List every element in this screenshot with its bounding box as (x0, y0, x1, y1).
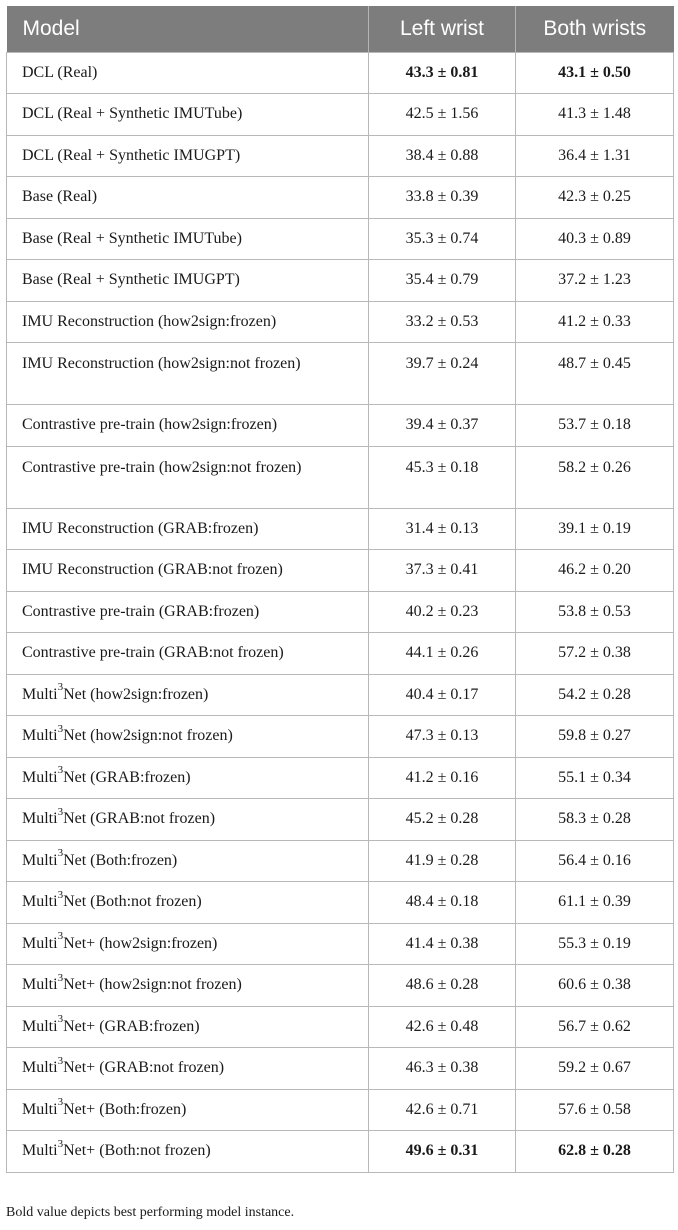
table-body (7, 52, 674, 1172)
model-name-cell (7, 965, 369, 1007)
model-name-superscript: 3 (57, 847, 64, 860)
both-wrists-value: 48.7 ± 0.45 (516, 343, 674, 405)
both-wrists-value: 36.4 ± 1.31 (516, 135, 674, 177)
model-name-text: Multi (22, 1100, 58, 1118)
model-name-suffix: Net+ (Both:not frozen) (63, 1142, 211, 1159)
table-footnote: Bold value depicts best performing model instance. (6, 1205, 295, 1220)
left-wrist-value: 31.4 ± 0.13 (369, 508, 516, 550)
both-wrists-value: 39.1 ± 0.19 (516, 508, 674, 550)
left-wrist-value: 48.6 ± 0.28 (369, 965, 516, 1007)
header-model: Model (7, 6, 369, 52)
model-name-cell (7, 1048, 369, 1090)
table-row (7, 218, 674, 260)
table-row (7, 591, 674, 633)
both-wrists-value: 58.3 ± 0.28 (516, 799, 674, 841)
model-name-suffix: Net+ (Both:frozen) (63, 1100, 187, 1118)
model-name-superscript: 3 (57, 930, 64, 943)
model-name-cell (7, 840, 369, 882)
model-name-cell (7, 1131, 369, 1173)
model-name-text: Multi (22, 851, 58, 869)
table-row (7, 135, 674, 177)
model-name-cell (7, 633, 369, 675)
table-row (7, 1006, 674, 1048)
model-name-cell (7, 218, 369, 260)
model-name-superscript: 3 (57, 1137, 64, 1150)
model-name-cell (7, 923, 369, 965)
model-name-text: Multi (22, 1059, 58, 1076)
both-wrists-value: 55.3 ± 0.19 (516, 923, 674, 965)
both-wrists-value: 60.6 ± 0.38 (516, 965, 674, 1007)
model-name-cell (7, 716, 369, 758)
left-wrist-value: 48.4 ± 0.18 (369, 882, 516, 924)
both-wrists-value: 43.1 ± 0.50 (516, 52, 674, 94)
both-wrists-value: 61.1 ± 0.39 (516, 882, 674, 924)
model-name-text: IMU Reconstruction (GRAB:frozen) (22, 519, 259, 537)
model-name-cell (7, 799, 369, 841)
table-row (7, 674, 674, 716)
table-row (7, 446, 674, 508)
model-name-suffix: Net (GRAB:not frozen) (63, 810, 216, 827)
model-name-cell (7, 1089, 369, 1131)
table-row (7, 550, 674, 592)
model-name-text: Contrastive pre-train (how2sign:frozen) (22, 416, 278, 433)
model-name-cell (7, 550, 369, 592)
model-name-cell (7, 260, 369, 302)
left-wrist-value: 45.3 ± 0.18 (369, 446, 516, 508)
left-wrist-value: 43.3 ± 0.81 (369, 52, 516, 94)
model-name-cell (7, 446, 369, 508)
left-wrist-value: 42.6 ± 0.48 (369, 1006, 516, 1048)
model-name-text: Base (Real) (22, 188, 98, 205)
both-wrists-value: 53.7 ± 0.18 (516, 405, 674, 447)
left-wrist-value: 41.2 ± 0.16 (369, 757, 516, 799)
table-row (7, 923, 674, 965)
model-name-text: IMU Reconstruction (GRAB:not frozen) (22, 561, 283, 578)
model-name-text: Base (Real + Synthetic IMUTube) (22, 229, 242, 247)
header-both-wrists: Both wrists (543, 16, 647, 40)
model-name-cell (7, 1006, 369, 1048)
model-name-text: Multi (22, 1017, 58, 1035)
model-name-cell (7, 177, 369, 219)
left-wrist-value: 40.2 ± 0.23 (369, 591, 516, 633)
model-name-suffix: Net (how2sign:frozen) (63, 685, 209, 703)
table-row (7, 1048, 674, 1090)
table-row (7, 508, 674, 550)
model-name-text: Contrastive pre-train (GRAB:frozen) (22, 602, 260, 620)
left-wrist-value: 41.9 ± 0.28 (369, 840, 516, 882)
model-name-suffix: Net+ (how2sign:frozen) (63, 934, 218, 952)
left-wrist-value: 44.1 ± 0.26 (369, 633, 516, 675)
model-name-suffix: Net+ (how2sign:not frozen) (63, 976, 242, 993)
both-wrists-value: 41.2 ± 0.33 (516, 301, 674, 343)
left-wrist-value: 45.2 ± 0.28 (369, 799, 516, 841)
model-name-suffix: Net (how2sign:not frozen) (63, 727, 233, 744)
model-name-superscript: 3 (57, 971, 64, 984)
model-name-cell (7, 52, 369, 94)
table-row (7, 716, 674, 758)
model-name-text: IMU Reconstruction (how2sign:not frozen) (22, 355, 301, 372)
table-row (7, 260, 674, 302)
both-wrists-value: 37.2 ± 1.23 (516, 260, 674, 302)
left-wrist-value: 39.7 ± 0.24 (369, 343, 516, 405)
model-name-suffix: Net+ (GRAB:frozen) (63, 1017, 200, 1035)
model-name-cell (7, 508, 369, 550)
model-name-text: Multi (22, 768, 58, 786)
model-name-text: Multi (22, 976, 58, 993)
left-wrist-value: 33.8 ± 0.39 (369, 177, 516, 219)
both-wrists-value: 42.3 ± 0.25 (516, 177, 674, 219)
model-name-text: Multi (22, 893, 58, 910)
model-name-superscript: 3 (57, 1054, 64, 1067)
model-name-suffix: Net (Both:frozen) (63, 851, 178, 869)
table-row (7, 94, 674, 136)
both-wrists-value: 62.8 ± 0.28 (516, 1131, 674, 1173)
model-name-cell (7, 591, 369, 633)
model-name-cell (7, 135, 369, 177)
model-name-suffix: Net+ (GRAB:not frozen) (63, 1059, 225, 1076)
model-name-text: Multi (22, 727, 58, 744)
left-wrist-value: 39.4 ± 0.37 (369, 405, 516, 447)
model-name-text: Base (Real + Synthetic IMUGPT) (22, 271, 240, 288)
table-row (7, 1089, 674, 1131)
model-name-text: DCL (Real) (22, 63, 98, 81)
model-name-cell (7, 674, 369, 716)
model-name-text: Contrastive pre-train (how2sign:not frozen) (22, 458, 302, 476)
left-wrist-value: 49.6 ± 0.31 (369, 1131, 516, 1173)
model-name-superscript: 3 (57, 1013, 64, 1026)
both-wrists-value: 46.2 ± 0.20 (516, 550, 674, 592)
table-row (7, 1131, 674, 1173)
results-table-container (6, 6, 673, 1173)
both-wrists-value: 59.8 ± 0.27 (516, 716, 674, 758)
model-name-text: DCL (Real + Synthetic IMUGPT) (22, 146, 241, 164)
model-name-cell (7, 405, 369, 447)
table-row (7, 882, 674, 924)
table-row (7, 405, 674, 447)
left-wrist-value: 46.3 ± 0.38 (369, 1048, 516, 1090)
header-left-wrist: Left wrist (369, 6, 516, 52)
both-wrists-value: 55.1 ± 0.34 (516, 757, 674, 799)
left-wrist-value: 33.2 ± 0.53 (369, 301, 516, 343)
both-wrists-value: 41.3 ± 1.48 (516, 94, 674, 136)
both-wrists-value: 54.2 ± 0.28 (516, 674, 674, 716)
model-name-text: Multi (22, 810, 58, 827)
both-wrists-value: 53.8 ± 0.53 (516, 591, 674, 633)
model-name-cell (7, 757, 369, 799)
both-wrists-value: 56.4 ± 0.16 (516, 840, 674, 882)
left-wrist-value: 38.4 ± 0.88 (369, 135, 516, 177)
results-table (6, 6, 674, 1173)
model-name-text: DCL (Real + Synthetic IMUTube) (22, 105, 243, 122)
both-wrists-value: 57.6 ± 0.58 (516, 1089, 674, 1131)
both-wrists-value: 57.2 ± 0.38 (516, 633, 674, 675)
model-name-superscript: 3 (57, 888, 64, 901)
header-row (7, 6, 674, 52)
table-row (7, 52, 674, 94)
model-name-superscript: 3 (57, 681, 64, 694)
left-wrist-value: 42.5 ± 1.56 (369, 94, 516, 136)
table-row (7, 177, 674, 219)
model-name-superscript: 3 (57, 805, 64, 818)
table-row (7, 965, 674, 1007)
table-row (7, 343, 674, 405)
table-row (7, 757, 674, 799)
both-wrists-value: 59.2 ± 0.67 (516, 1048, 674, 1090)
model-name-text: Multi (22, 1142, 58, 1159)
model-name-cell (7, 882, 369, 924)
model-name-text: Contrastive pre-train (GRAB:not frozen) (22, 644, 284, 661)
left-wrist-value: 42.6 ± 0.71 (369, 1089, 516, 1131)
model-name-text: IMU Reconstruction (how2sign:frozen) (22, 312, 277, 330)
both-wrists-value: 58.2 ± 0.26 (516, 446, 674, 508)
model-name-suffix: Net (GRAB:frozen) (63, 768, 191, 786)
model-name-cell (7, 94, 369, 136)
left-wrist-value: 41.4 ± 0.38 (369, 923, 516, 965)
left-wrist-value: 47.3 ± 0.13 (369, 716, 516, 758)
table-row (7, 799, 674, 841)
left-wrist-value: 35.4 ± 0.79 (369, 260, 516, 302)
table-row (7, 840, 674, 882)
left-wrist-value: 37.3 ± 0.41 (369, 550, 516, 592)
table-row (7, 301, 674, 343)
model-name-superscript: 3 (57, 1096, 64, 1109)
model-name-cell (7, 343, 369, 405)
model-name-cell (7, 301, 369, 343)
left-wrist-value: 40.4 ± 0.17 (369, 674, 516, 716)
table-header (7, 6, 674, 52)
both-wrists-value: 40.3 ± 0.89 (516, 218, 674, 260)
model-name-superscript: 3 (57, 764, 64, 777)
model-name-text: Multi (22, 685, 58, 703)
model-name-text: Multi (22, 934, 58, 952)
both-wrists-value: 56.7 ± 0.62 (516, 1006, 674, 1048)
model-name-suffix: Net (Both:not frozen) (63, 893, 202, 910)
table-row (7, 633, 674, 675)
model-name-superscript: 3 (57, 722, 64, 735)
left-wrist-value: 35.3 ± 0.74 (369, 218, 516, 260)
